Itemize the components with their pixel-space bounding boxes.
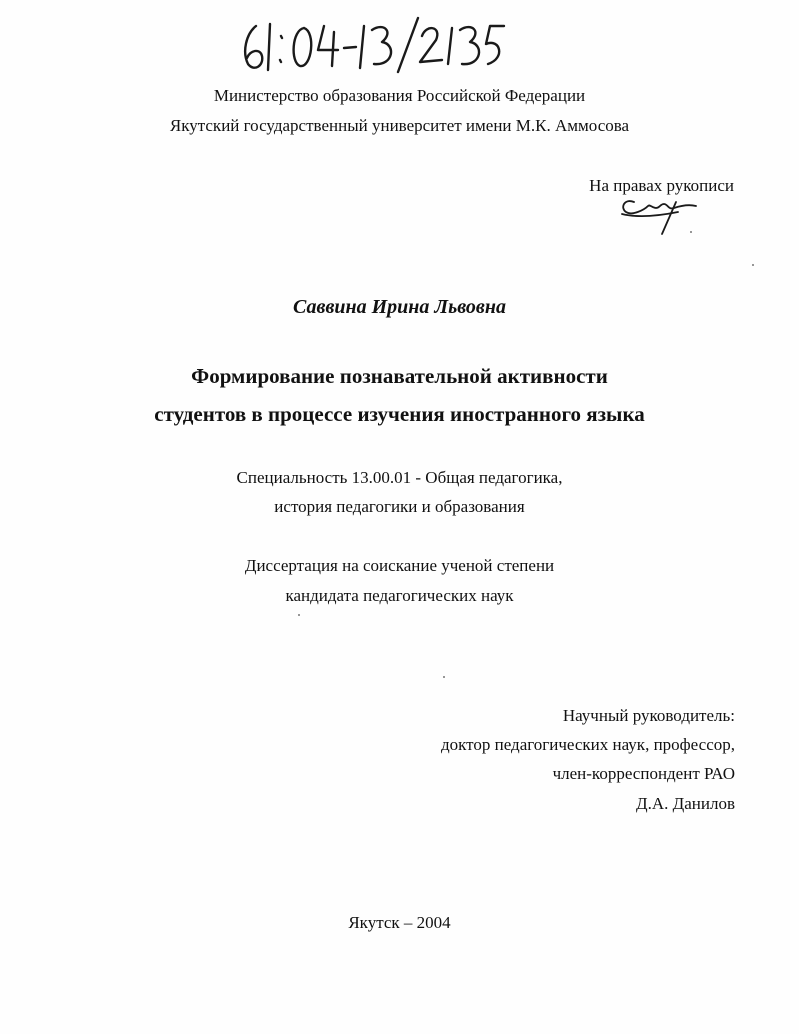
signature [618,194,704,236]
dissertation-title-line-2: студентов в процессе изучения иностранного языка [154,402,645,426]
dissertation-title-line-1: Формирование познавательной активности [191,364,608,388]
supervisor-name: Д.А. Данилов [636,794,735,813]
dissertation-type-line-2: кандидата педагогических наук [285,586,514,605]
supervisor-label: Научный руководитель: [562,706,735,725]
ministry-line: Министерство образования Российской Федерации [213,86,586,105]
manuscript-rights-label: На правах рукописи [589,176,734,195]
scan-speck [752,264,754,266]
scan-speck [298,614,300,616]
specialty-line-1: Специальность 13.00.01 - Общая педагогика, [236,468,563,487]
author-name: Саввина Ирина Львовна [293,296,506,318]
university-line: Якутский государственный университет имени М.К. Аммосова [169,116,630,135]
supervisor-degree: доктор педагогических наук, профессор, [440,735,735,754]
specialty-line-2: история педагогики и образования [274,497,525,516]
supervisor-position: член-корреспондент РАО [552,764,735,783]
scan-speck [443,676,445,678]
dissertation-type-line-1: Диссертация на соискание ученой степени [244,556,555,575]
scan-speck [690,231,692,233]
city-year: Якутск – 2004 [348,913,451,932]
handwritten-archive-code [238,14,508,74]
